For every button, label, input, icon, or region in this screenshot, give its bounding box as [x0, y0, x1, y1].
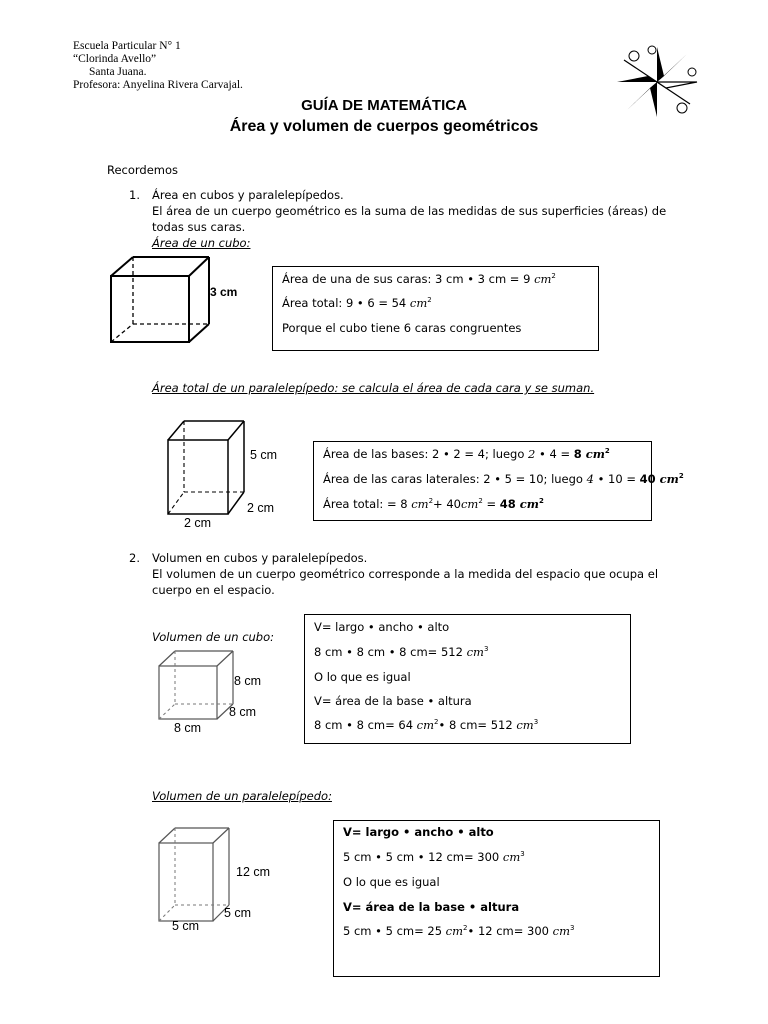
para-area-box — [313, 441, 684, 521]
vol-cube-depth-label: 8 cm — [229, 705, 257, 719]
page-subtitle: Área y volumen de cuerpos geométricos — [229, 118, 539, 135]
para-vol-line1: V= largo • ancho • alto — [343, 825, 494, 839]
parallelepiped-figure — [160, 418, 250, 518]
para-volume-caption: Volumen de un paralelepípedo: — [152, 789, 332, 803]
para-area-line1: Área de las bases: 2 • 2 = 4; luego 2 • 4 = 8 $cm^2$ — [323, 447, 610, 461]
section1-desc-line2: todas sus caras. — [152, 220, 246, 234]
cube-area-caption: Área de un cubo: — [152, 236, 251, 250]
para-area-line2: Área de las caras laterales: 2 • 5 = 10; luego 4 • 10 = 40 $cm^2$ — [323, 472, 684, 486]
vol-para-depth-label: 5 cm — [224, 906, 252, 920]
vol-para-width-label: 5 cm — [172, 919, 200, 933]
cube-vol-line2: 8 cm • 8 cm • 8 cm= 512 $cm^3$ — [314, 645, 489, 659]
section2-desc-line1: El volumen de un cuerpo geométrico corresponde a la medida del espacio que ocupa el — [152, 567, 659, 581]
cube-vol-line4: V= área de la base • altura — [314, 694, 472, 708]
section1-number: 1. — [129, 188, 140, 202]
para-area-caption: Área total de un paralelepípedo: se calcula el área de cada cara y se suman. — [152, 381, 595, 395]
section1-desc-line1: El área de un cuerpo geométrico es la suma de las medidas de sus superficies (áreas) de — [152, 204, 667, 218]
para-height-label: 5 cm — [250, 448, 278, 462]
para-vol-line3: O lo que es igual — [343, 875, 440, 889]
para-vol-line4: V= área de la base • altura — [343, 900, 520, 914]
section1-heading: Área en cubos y paralelepípedos. — [152, 188, 344, 202]
para-volume-box — [333, 820, 660, 977]
vol-cube-height-label: 8 cm — [234, 674, 262, 688]
cube-side-label: 3 cm — [210, 285, 238, 299]
cube-area-line1: Área de una de sus caras: 3 cm • 3 cm = 9 $cm^2$ — [282, 272, 556, 286]
section2-number: 2. — [129, 551, 140, 565]
section2-heading: Volumen en cubos y paralelepípedos. — [152, 551, 368, 565]
cube-area-line3: Porque el cubo tiene 6 caras congruentes — [282, 321, 522, 335]
para-depth-label: 2 cm — [247, 501, 275, 515]
school-subname: “Clorinda Avello” — [73, 53, 157, 65]
para-area-line3: Área total: = 8 $cm^2+ 40cm^2 = 48$ $cm^2$ — [323, 497, 544, 511]
page-title: GUÍA DE MATEMÁTICA — [301, 97, 467, 114]
school-name: Escuela Particular N° 1 — [73, 40, 181, 52]
para-vol-line5: 5 cm • 5 cm= 25 $cm^2•$ 12 cm= 300 $cm^3$ — [343, 924, 575, 938]
cube-vol-line3: O lo que es igual — [314, 670, 411, 684]
school-header — [73, 40, 243, 92]
cube-area-box — [272, 266, 599, 351]
para-width-label: 2 cm — [184, 516, 212, 530]
vol-para-height-label: 12 cm — [236, 865, 271, 879]
teacher-name: Profesora: Anyelina Rivera Carvajal. — [73, 79, 243, 91]
cube-volume-caption: Volumen de un cubo: — [152, 630, 275, 644]
section2-desc-line2: cuerpo en el espacio. — [152, 583, 275, 597]
volume-parallelepiped-figure — [155, 825, 235, 925]
cube-vol-line5: 8 cm • 8 cm= 64 $cm^2•$ 8 cm= 512 $cm^3$ — [314, 718, 539, 732]
para-vol-line2: 5 cm • 5 cm • 12 cm= 300 $cm^3$ — [343, 850, 525, 864]
intro-text: Recordemos — [107, 163, 179, 177]
cube-area-line2: Área total: 9 • 6 = 54 $cm^2$ — [282, 296, 432, 310]
cube-figure — [105, 254, 215, 349]
cube-vol-line1: V= largo • ancho • alto — [314, 620, 450, 634]
cube-volume-box — [304, 614, 631, 744]
school-city: Santa Juana. — [89, 66, 147, 78]
vol-cube-width-label: 8 cm — [174, 721, 202, 735]
volume-cube-figure — [155, 648, 240, 723]
